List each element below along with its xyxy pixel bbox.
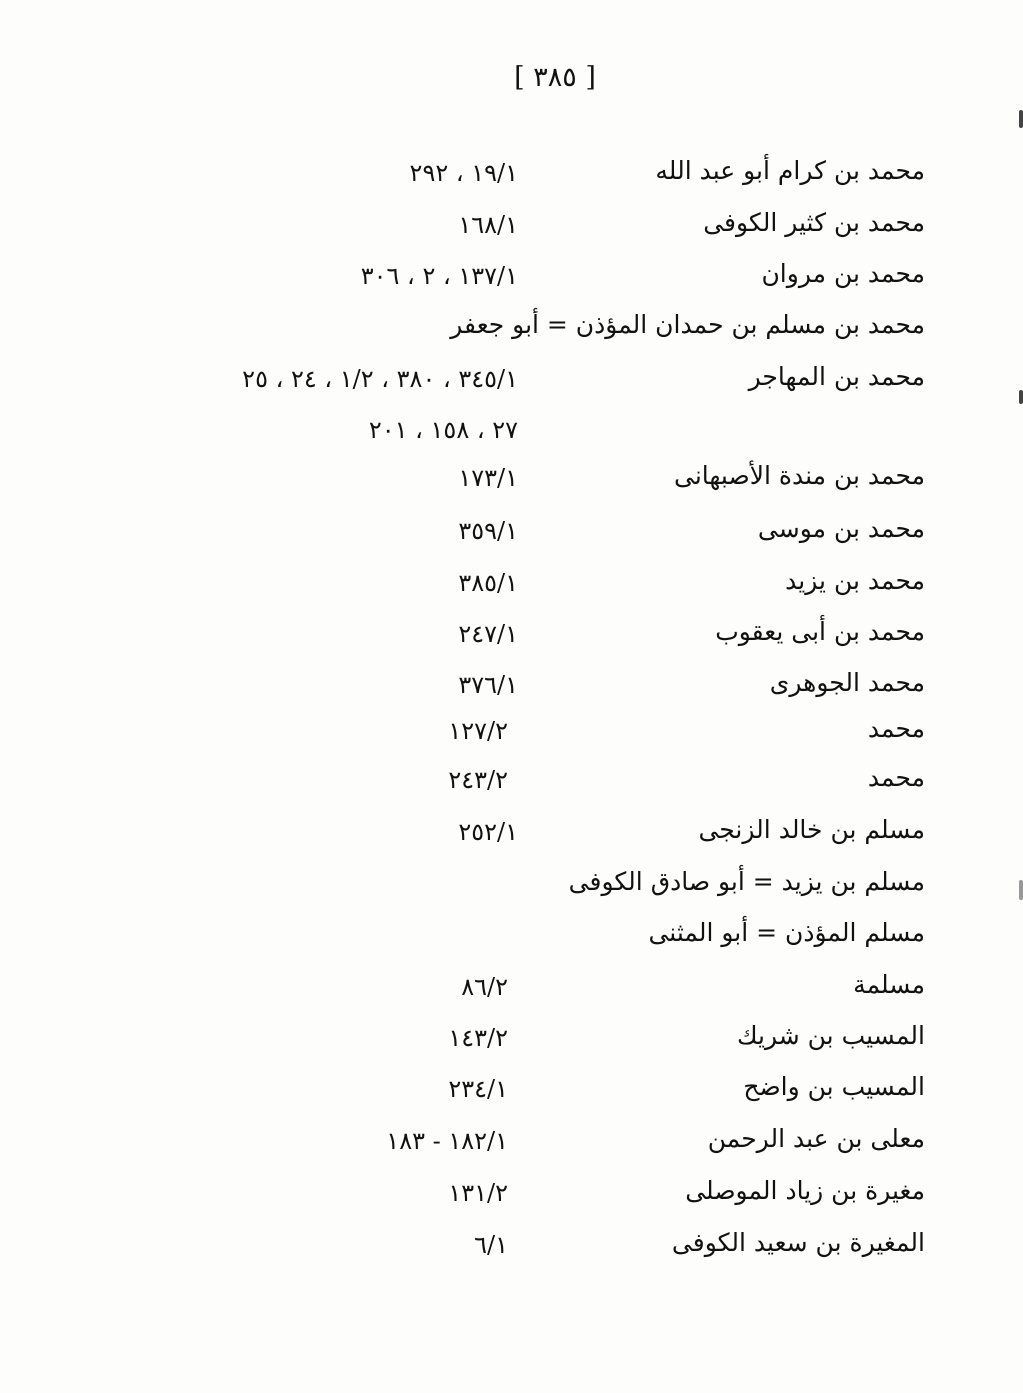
entry-name: محمد بن موسى [757,514,925,543]
index-entry [0,962,1023,1008]
entry-reference: ١٨٢/١ - ١٨٣ [386,1127,508,1155]
index-entry [0,148,1023,194]
index-entry [0,1064,1023,1110]
entry-name: محمد بن كرام أبو عبد الله [655,156,925,185]
entry-reference: ٣٥٩/١ [458,517,518,545]
entry-name: مسلمة [853,970,925,999]
index-entry [0,453,1023,499]
entry-reference: ٢٧ ، ١٥٨ ، ٢٠١ [368,416,518,444]
entry-reference: ٣٧٦/١ [458,671,518,699]
entry-reference: ٢٤٧/١ [458,620,518,648]
index-entry [0,354,1023,400]
index-entry [0,660,1023,706]
index-entry-continuation [0,405,1023,451]
entry-reference: ١٤٣/٢ [448,1024,508,1052]
scan-edge-mark [1019,390,1023,404]
entry-reference: ١٩/١ ، ٢٩٢ [409,159,518,187]
entry-name: مغيرة بن زياد الموصلى [685,1176,925,1205]
entry-name: محمد بن كثير الكوفى [703,208,925,237]
entry-name: مسلم المؤذن = أبو المثنى [648,918,925,947]
entry-name: مسلم بن يزيد = أبو صادق الكوفى [568,867,925,896]
index-entry [0,910,1023,956]
index-entry [0,807,1023,853]
entry-reference: ١٣١/٢ [448,1179,508,1207]
index-entry [0,558,1023,604]
entry-name: محمد بن يزيد [785,566,925,595]
page-number: [ ٣٨٥ ] [514,62,596,93]
index-entry [0,1013,1023,1059]
entry-name: محمد بن مروان [761,259,925,288]
entry-name: المسيب بن شريك [736,1021,925,1050]
entry-reference: ١٦٨/١ [458,211,518,239]
entry-reference: ٨٦/٢ [461,973,508,1001]
entry-name: محمد بن المهاجر [748,362,925,391]
index-entry [0,200,1023,246]
entry-reference: ١٧٣/١ [458,464,518,492]
scan-edge-mark [1019,110,1023,128]
entry-name: محمد [867,763,925,792]
entry-name: محمد بن مندة الأصبهانى [673,461,925,490]
entry-reference: ٢٣٤/١ [448,1075,508,1103]
entry-name: المسيب بن واضح [743,1072,925,1101]
index-entry [0,1168,1023,1214]
entry-name: محمد بن أبى يعقوب [715,617,925,646]
index-entry [0,1220,1023,1266]
entry-reference: ١٢٧/٢ [448,717,508,745]
entry-reference: ١٣٧/١ ، ٢ ، ٣٠٦ [360,262,518,290]
index-entry [0,706,1023,752]
index-entry [0,302,1023,348]
index-entry [0,609,1023,655]
index-entry [0,755,1023,801]
entry-name: محمد الجوهرى [769,668,925,697]
entry-reference: ٢٤٣/٢ [448,766,508,794]
entry-name: مسلم بن خالد الزنجى [698,815,925,844]
index-entry [0,1116,1023,1162]
entry-reference: ٦/١ [474,1231,508,1259]
entry-name: معلى بن عبد الرحمن [707,1124,925,1153]
entry-reference: ٣٨٥/١ [458,569,518,597]
scan-edge-mark [1019,880,1023,900]
entry-name: محمد بن مسلم بن حمدان المؤذن = أبو جعفر [450,310,925,339]
entry-name: المغيرة بن سعيد الكوفى [671,1228,925,1257]
entry-name: محمد [867,714,925,743]
index-entry [0,506,1023,552]
entry-reference: ٢٥٢/١ [458,818,518,846]
entry-reference: ٣٤٥/١ ، ٣٨٠ ، ١/٢ ، ٢٤ ، ٢٥ [242,365,518,393]
index-entry [0,251,1023,297]
index-entry [0,859,1023,905]
